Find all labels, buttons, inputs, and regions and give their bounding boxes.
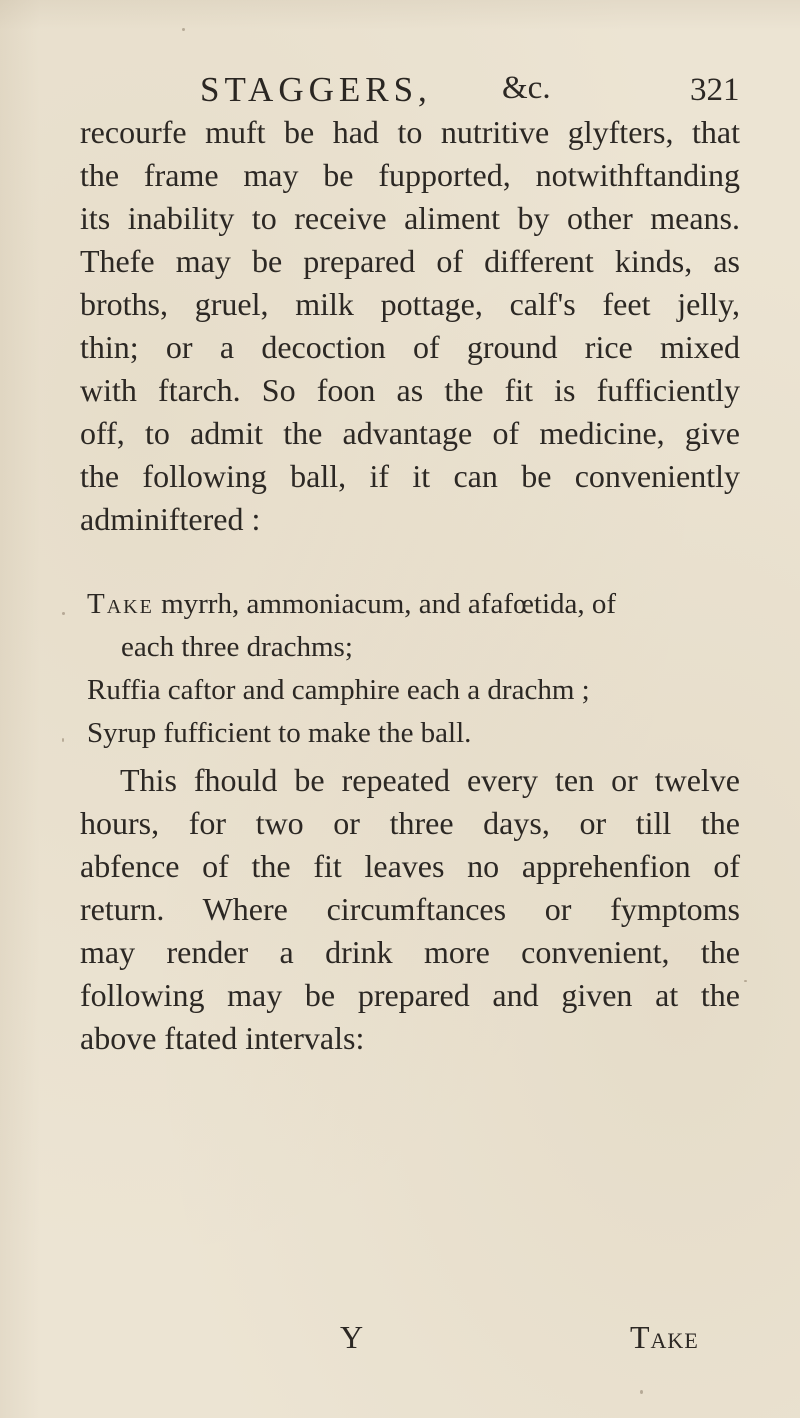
- recipe-line: Syrup fufficient to make the ball.: [87, 717, 472, 749]
- text-line: following may be prepared and given at the: [80, 977, 740, 1013]
- recipe-take-word: Take: [87, 588, 154, 620]
- recipe-line: [87, 583, 747, 626]
- text-line: its inability to receive aliment by other means.: [80, 200, 740, 236]
- text-line: Thefe may be prepared of different kinds, as: [80, 243, 740, 279]
- text-line: with ftarch. So foon as the fit is fufficiently: [80, 372, 740, 408]
- text-line: broths, gruel, milk pottage, calf's feet jelly,: [80, 286, 740, 322]
- text-line: recourfe muft be had to nutritive glyfters, that: [80, 114, 740, 150]
- paper-speck: [62, 612, 65, 615]
- running-head-etc: &c.: [502, 70, 551, 106]
- text-line: return. Where circumftances or fymptoms: [80, 891, 740, 927]
- signature-mark: Y: [340, 1319, 364, 1355]
- paper-speck: [744, 980, 747, 982]
- text-line: thin; or a decoction of ground rice mixed: [80, 329, 740, 365]
- text-line: above ftated intervals:: [80, 1020, 365, 1056]
- page-number: 321: [690, 72, 740, 108]
- running-head-title: STAGGERS,: [200, 70, 432, 109]
- text-line: the frame may be fupported, notwithftanding: [80, 157, 740, 193]
- paper-speck: [182, 28, 185, 31]
- text-line: abfence of the fit leaves no apprehenfion of: [80, 848, 740, 884]
- recipe-line: Ruffia caftor and camphire each a drachm ;: [87, 674, 590, 706]
- text-line: off, to admit the advantage of medicine, give: [80, 415, 740, 451]
- paragraph-1: [80, 111, 740, 541]
- paper-speck: [62, 738, 64, 742]
- running-head: [0, 70, 800, 110]
- text-line: This fhould be repeated every ten or twelve: [120, 762, 740, 798]
- recipe-line: each three drachms;: [121, 631, 353, 663]
- text-line: may render a drink more convenient, the: [80, 934, 740, 970]
- text-line: hours, for two or three days, or till the: [80, 805, 740, 841]
- recipe-block: [87, 583, 747, 755]
- paragraph-2: [80, 759, 740, 1060]
- page-footer: [0, 1319, 800, 1369]
- paper-speck: [640, 1390, 643, 1394]
- text-line: the following ball, if it can be conveniently: [80, 458, 740, 494]
- recipe-line-1-rest: myrrh, ammoniacum, and afafœtida, of: [153, 588, 617, 620]
- catchword: Take: [630, 1319, 699, 1355]
- text-line: adminiftered :: [80, 501, 261, 537]
